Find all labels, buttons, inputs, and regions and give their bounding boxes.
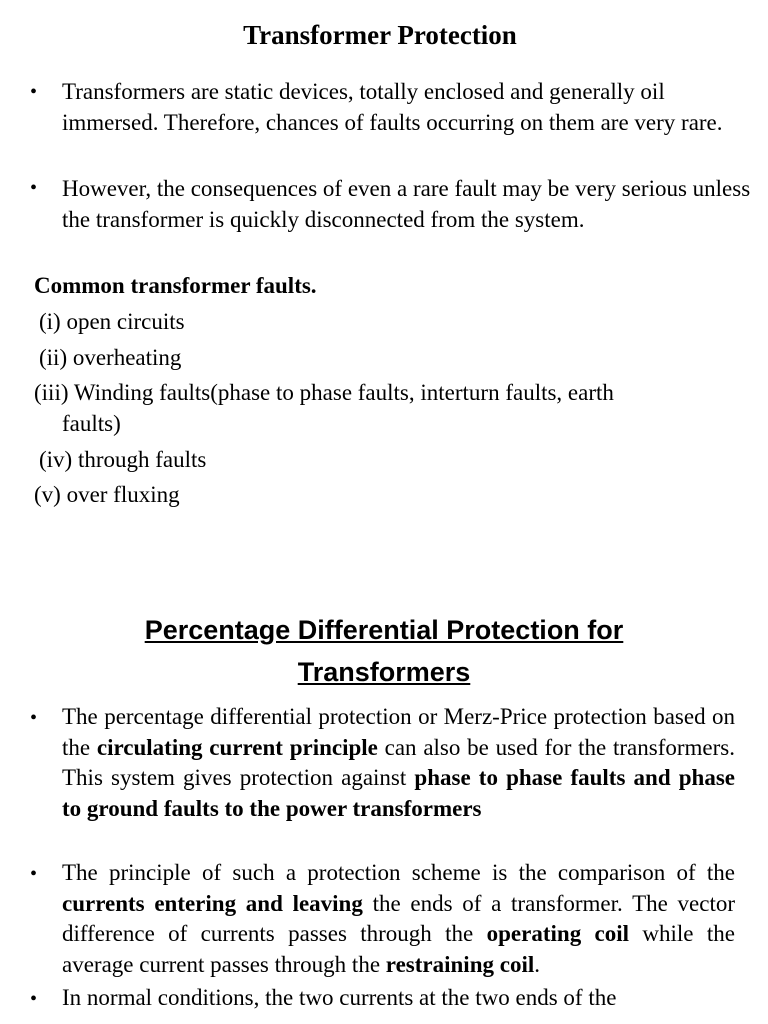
bold-text-run: phase to phase faults and phase to ground faults to the power transformers (62, 765, 735, 821)
fault-item-continuation: faults) (62, 411, 121, 436)
bullet-paragraph-partial: In normal conditions, the two currents at the two ends of the (62, 985, 617, 1010)
text-run: The percentage differential protection or Merz-Price protection based on the (62, 704, 735, 760)
bold-text-run: operating coil (486, 921, 630, 946)
bullet-marker: • (30, 988, 38, 1010)
text-run: can also be used for the transformers. This system gives protection against (62, 734, 735, 790)
section-title-line2: Transformers (297, 657, 471, 687)
bullet-marker: • (30, 707, 38, 729)
bullet-paragraph: However, the consequences of even a rare fault may be very serious unless the transformer is quickly disconnected from the system. (62, 176, 751, 232)
bullet-marker: • (30, 81, 38, 103)
section-title-line1: Percentage Differential Protection for (144, 615, 624, 645)
text-run: . (534, 951, 540, 977)
bullet-marker: • (30, 863, 38, 885)
fault-item: (i) open circuits (39, 309, 185, 334)
page-title: Transformer Protection (243, 20, 517, 50)
text-run: the ends of a transformer. The vector difference of currents passes through the (62, 890, 736, 946)
faults-heading: Common transformer faults. (34, 273, 317, 298)
bullet-marker: • (30, 177, 38, 199)
bullet-paragraph: Transformers are static devices, totally enclosed and generally oil immersed. Therefore, chances of faults occurring on them are very rare. (62, 79, 723, 135)
fault-item: (v) over fluxing (34, 482, 180, 507)
bold-text-run: restraining coil (385, 951, 535, 977)
bold-text-run: currents entering and leaving (62, 890, 363, 916)
fault-item: (iv) through faults (39, 447, 207, 472)
bullet-paragraph (62, 702, 735, 824)
bold-text-run: circulating current principle (96, 734, 378, 760)
text-run: while the average current passes through the (62, 921, 735, 977)
fault-item: (ii) overheating (39, 345, 182, 370)
text-run: The principle of such a protection scheme is the comparison of the (62, 860, 735, 885)
fault-item: (iii) Winding faults(phase to phase faults, interturn faults, earth (34, 380, 614, 405)
bullet-paragraph (62, 858, 735, 980)
